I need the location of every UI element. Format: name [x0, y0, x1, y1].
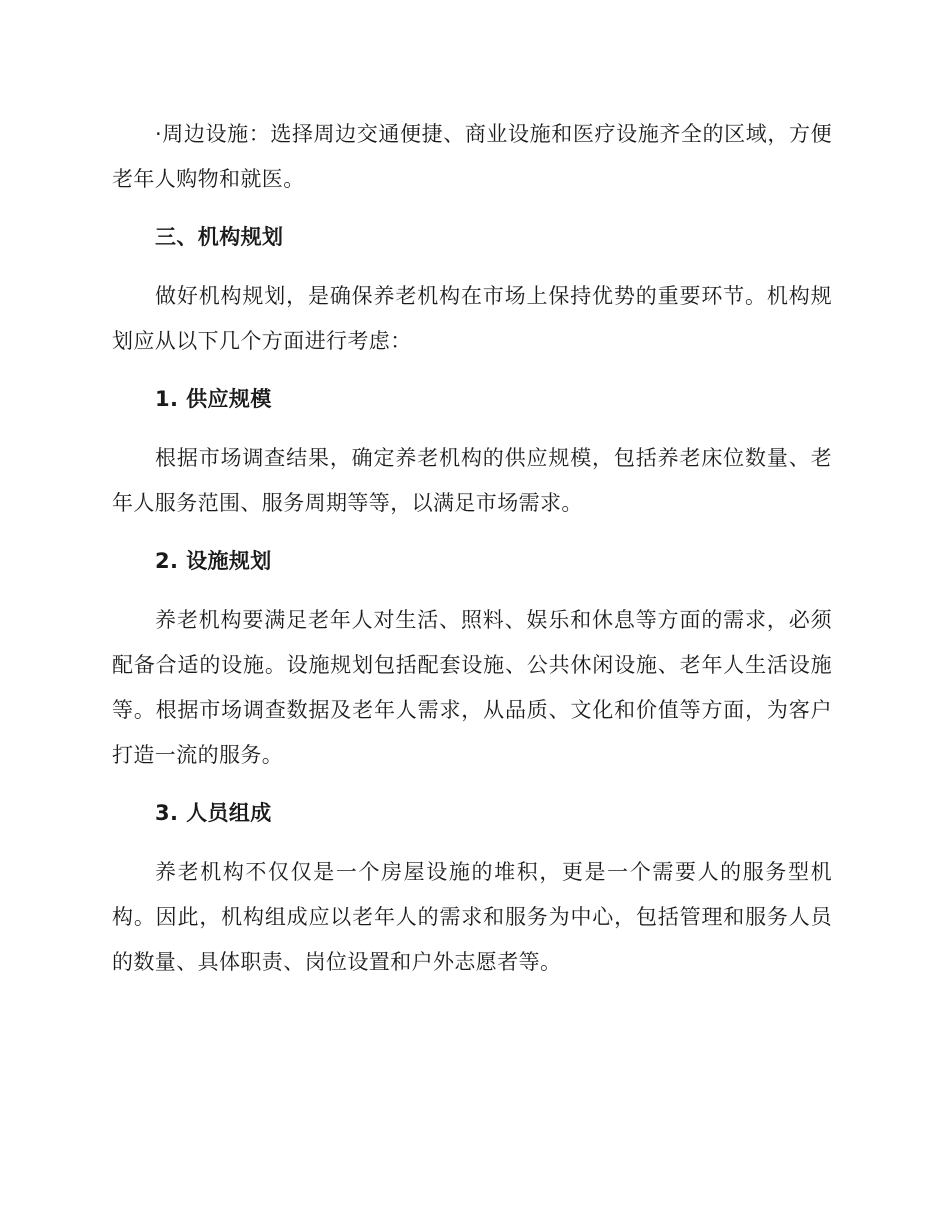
paragraph-planning-intro: 做好机构规划，是确保养老机构在市场上保持优势的重要环节。机构规划应从以下几个方面进行考虑：	[112, 284, 832, 353]
paragraph-supply-scale: 根据市场调查结果，确定养老机构的供应规模，包括养老床位数量、老年人服务范围、服务周期等等，以满足市场需求。	[112, 446, 832, 515]
section-heading-institution-planning: 三、机构规划	[155, 225, 284, 249]
subheading-supply-scale: 1. 供应规模	[155, 387, 272, 411]
paragraph-staff-composition: 养老机构不仅仅是一个房屋设施的堆积，更是一个需要人的服务型机构。因此，机构组成应以老年人的需求和服务为中心，包括管理和服务人员的数量、具体职责、岗位设置和户外志愿者等。	[112, 860, 832, 974]
subheading-staff-composition: 3. 人员组成	[155, 801, 272, 825]
paragraph-surrounding-facilities: ·周边设施：选择周边交通便捷、商业设施和医疗设施齐全的区域，方便老年人购物和就医。	[112, 122, 832, 191]
subheading-facility-planning: 2. 设施规划	[155, 549, 272, 573]
paragraph-facility-planning: 养老机构要满足老年人对生活、照料、娱乐和休息等方面的需求，必须配备合适的设施。设施规划包括配套设施、公共休闲设施、老年人生活设施等。根据市场调查数据及老年人需求，从品质、文化和价值等方面，为客户打造一流的服务。	[112, 608, 832, 767]
